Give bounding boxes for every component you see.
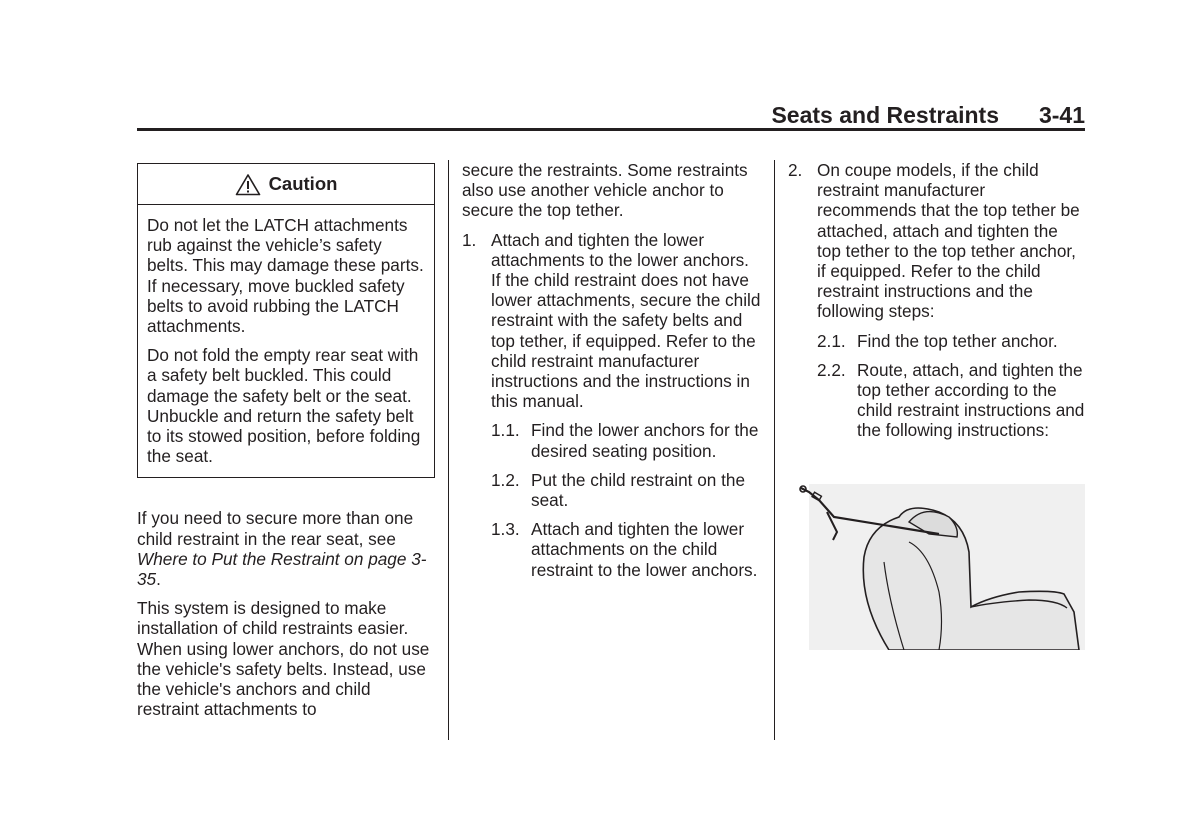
- page-header: [137, 100, 1085, 130]
- step-text: On coupe models, if the child restraint manufacturer recommends that the top tether be attached, attach and tighten the top tether to the top tether anchor, if equipped. Refer to the child restraint instructions and the following steps:: [817, 160, 1080, 322]
- page-number: 3-41: [1038, 102, 1085, 128]
- column-3: [788, 160, 1086, 450]
- cross-reference-link[interactable]: Where to Put the Restraint on page 3-35: [137, 548, 427, 590]
- column-divider: [448, 160, 449, 740]
- step-number: 2.: [788, 160, 803, 180]
- step-number: 1.3.: [491, 519, 520, 540]
- caution-paragraph: Do not fold the empty rear seat with a safety belt buckled. This could damage the safety belt or the seat. Unbuckle and return the safety belt to its stowed position, before folding the seat.: [147, 345, 421, 467]
- step-text: Attach and tighten the lower attachments to the lower anchors. If the child restraint does not have lower attachments, secure the child restraint with the safety belts and top tether, if equipped. Refer to the child restraint manufacturer instructions and the instructions in this manual.: [491, 229, 761, 412]
- section-title: Seats and Restraints: [771, 102, 999, 128]
- paragraph: secure the restraints. Some restraints also use another vehicle anchor to secure the top tether.: [462, 160, 748, 221]
- step-number: 2.1.: [817, 330, 846, 351]
- sub-list: [491, 420, 762, 579]
- list-item: [491, 519, 762, 580]
- paragraph-text: .: [156, 569, 161, 590]
- list-item: [491, 470, 762, 510]
- caution-body: [138, 205, 434, 477]
- list-item: [788, 160, 1086, 322]
- step-number: 1.: [462, 229, 477, 250]
- list-item: [817, 360, 1086, 441]
- column-divider: [774, 160, 775, 740]
- paragraph-text: If you need to secure more than one child restraint in the rear seat, see: [137, 508, 414, 549]
- step-text: Find the lower anchors for the desired seating position.: [531, 420, 759, 461]
- step-number: 1.1.: [491, 420, 520, 441]
- column-1: [137, 160, 435, 728]
- list-item: [817, 331, 1086, 351]
- caution-title: Caution: [268, 172, 338, 194]
- warning-triangle-icon: [235, 173, 261, 196]
- step-text: Find the top tether anchor.: [857, 330, 1058, 351]
- step-text: Route, attach, and tighten the top tether according to the child restraint instructions and the following instructions:: [857, 359, 1085, 441]
- caution-box: [137, 163, 435, 478]
- step-number: 2.2.: [817, 359, 846, 380]
- header-rule: [137, 128, 1085, 131]
- list-item: [491, 420, 762, 460]
- caution-header: [138, 164, 434, 205]
- caution-paragraph: Do not let the LATCH attachments rub against the vehicle’s safety belts. This may damage these parts. If necessary, move buckled safety belts to avoid rubbing the LATCH attachments.: [147, 215, 424, 337]
- column-2: [462, 160, 762, 589]
- step-number: 1.2.: [491, 469, 520, 490]
- paragraph: This system is designed to make installation of child restraints easier. When using lower anchors, do not use the vehicle's safety belts. Instead, use the vehicle's anchors and child restraint attachments to: [137, 598, 430, 720]
- step-text: Attach and tighten the lower attachments on the child restraint to the lower anchors.: [531, 519, 758, 580]
- sub-list: [817, 331, 1086, 441]
- list-item: [462, 230, 762, 412]
- step-text: Put the child restraint on the seat.: [531, 469, 746, 511]
- paragraph: [137, 508, 435, 589]
- tether-illustration: [789, 482, 1085, 650]
